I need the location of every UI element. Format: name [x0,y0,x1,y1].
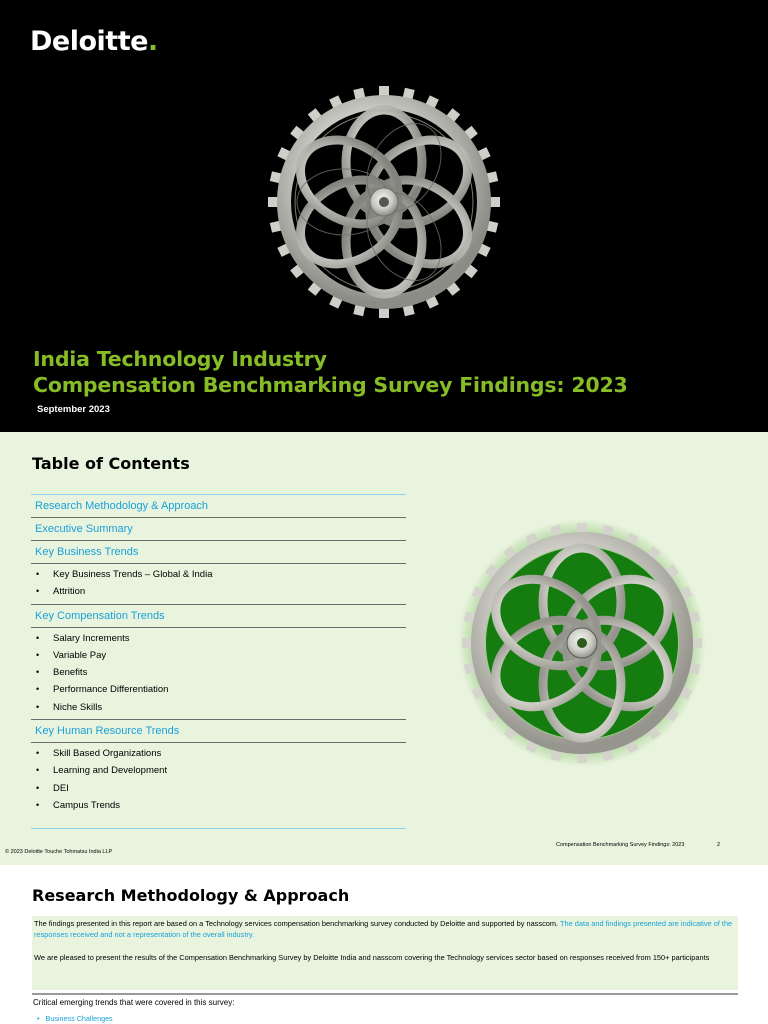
green-gear-wheel-image [457,518,707,768]
trends-intro-text: Critical emerging trends that were covered in this survey: [33,998,235,1007]
bullet-icon: • [36,684,40,695]
toc-section-link[interactable]: Key Human Resource Trends [35,725,180,738]
toc-sub-item: • Variable Pay [31,647,406,664]
toc-section-link[interactable]: Key Compensation Trends [35,609,165,622]
report-date: September 2023 [37,404,110,415]
toc-sub-list [31,563,406,604]
methodology-paragraph-2: We are pleased to present the results of the Compensation Benchmarking Survey by Deloitte India and nasscom covering the Technology services sector based on responses received from 150+ participants [34,953,710,962]
toc-section-link[interactable]: Research Methodology & Approach [35,500,209,512]
toc-sub-item: • Salary Increments [31,630,406,647]
bullet-icon: • [36,701,40,712]
toc-sub-item: • Niche Skills [31,699,406,716]
toc-section [31,495,406,518]
gear-wheel-image [264,82,504,322]
toc-sub-item: • Learning and Development [31,762,406,779]
toc-list [31,494,406,817]
toc-section [31,605,406,720]
methodology-summary-box [32,916,738,990]
page-number: 2 [717,842,721,848]
copyright-text: © 2023 Deloitte Touche Tohmatsu India LLP [5,849,113,855]
bullet-icon: • [36,782,40,793]
research-methodology-slide [0,865,768,1024]
toc-section-link[interactable]: Executive Summary [35,523,133,535]
toc-sub-item: • Benefits [31,664,406,681]
toc-bottom-divider [31,828,406,829]
toc-sub-list [31,627,406,719]
bullet-icon: • [36,586,40,597]
bullet-icon: • [36,765,40,776]
toc-sub-list [31,742,406,817]
report-title [33,346,628,398]
report-title-line1: India Technology Industry [33,347,327,371]
footer-report-title: Compensation Benchmarking Survey Findings: 2023 [556,842,685,848]
bullet-icon: • [36,667,40,678]
section-divider [32,993,738,995]
bullet-icon: • [36,569,40,579]
toc-sub-item: • Key Business Trends – Global & India [31,566,406,583]
bullet-icon: • [37,1014,40,1023]
toc-section [31,518,406,541]
toc-sub-item: • Campus Trends [31,797,406,814]
bullet-icon: • [36,748,40,759]
toc-section-link[interactable]: Key Business Trends [35,546,139,558]
bullet-icon: • [36,649,40,660]
toc-heading: Table of Contents [32,454,190,473]
toc-sub-item: • DEI [31,780,406,797]
toc-sub-item: • Skill Based Organizations [31,745,406,762]
bullet-icon: • [36,632,40,643]
methodology-paragraph-1: The findings presented in this report are based on a Technology services compensation benchmarking survey conducted by Deloitte and supported by nasscom. The data and findings presented are indicative of the responses received and not a representation of the overall industry. [34,919,733,939]
table-of-contents-slide [0,432,768,865]
toc-section [31,720,406,817]
report-title-line2: Compensation Benchmarking Survey Findings: 2023 [33,373,628,397]
deloitte-logo: Deloitte. [30,26,158,57]
methodology-heading: Research Methodology & Approach [32,886,350,905]
bullet-icon: • [36,799,40,810]
trend-list-item[interactable]: • Business Challenges [37,1014,113,1023]
toc-sub-item: • Attrition [31,583,406,600]
toc-section [31,541,406,605]
cover-slide [0,0,768,432]
toc-sub-item: • Performance Differentiation [31,681,406,698]
